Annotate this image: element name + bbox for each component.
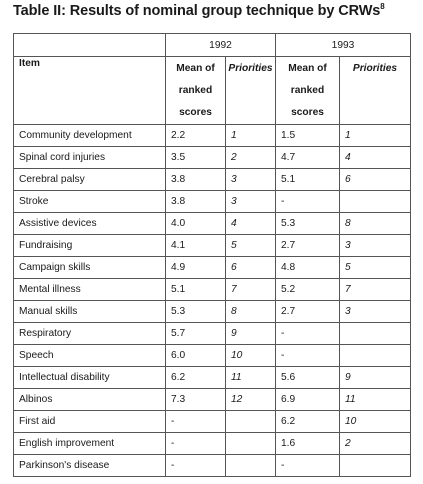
mean-1992-cell: 3.8 [166, 169, 226, 191]
priority-1992-cell [226, 455, 276, 477]
mean-1993-cell: 4.7 [276, 147, 340, 169]
table-title-text: Table II: Results of nominal group technique by CRWs [13, 3, 381, 19]
mean-1992-cell: 4.1 [166, 235, 226, 257]
priority-1992-cell [226, 411, 276, 433]
mean-1992-cell: 6.2 [166, 367, 226, 389]
mean-1992-cell: 4.9 [166, 257, 226, 279]
mean-1992-cell: 7.3 [166, 389, 226, 411]
year-1992-header: 1992 [166, 34, 276, 57]
table-row [14, 257, 411, 279]
mean-header-line: scores [179, 107, 212, 118]
mean-1993-cell: 4.8 [276, 257, 340, 279]
table-row [14, 367, 411, 389]
table-row [14, 433, 411, 455]
priority-1993-cell: 1 [340, 125, 411, 147]
mean-1993-cell: 6.2 [276, 411, 340, 433]
year-header-empty-cell [14, 34, 166, 57]
mean-1993-cell: - [276, 455, 340, 477]
priority-1993-cell: 3 [340, 235, 411, 257]
item-cell: First aid [14, 411, 166, 433]
mean-1993-cell: 1.6 [276, 433, 340, 455]
mean-1992-cell: 5.3 [166, 301, 226, 323]
table-row [14, 411, 411, 433]
mean-1992-cell: 4.0 [166, 213, 226, 235]
mean-1992-cell: 3.8 [166, 191, 226, 213]
mean-1992-cell: - [166, 455, 226, 477]
item-cell: Albinos [14, 389, 166, 411]
priority-1993-cell: 4 [340, 147, 411, 169]
priority-1993-cell: 5 [340, 257, 411, 279]
priority-1993-cell: 11 [340, 389, 411, 411]
item-cell: Manual skills [14, 301, 166, 323]
item-column-header: Item [14, 57, 166, 125]
item-cell: Respiratory [14, 323, 166, 345]
column-header-row [14, 57, 411, 125]
priorities-1993-header: Priorities [340, 57, 411, 125]
priority-1992-cell: 7 [226, 279, 276, 301]
priority-1993-cell [340, 455, 411, 477]
priority-1992-cell: 12 [226, 389, 276, 411]
mean-1993-cell: 5.1 [276, 169, 340, 191]
table-row [14, 455, 411, 477]
item-cell: Parkinson's disease [14, 455, 166, 477]
mean-header-line: scores [291, 107, 324, 118]
mean-header-line: Mean of [288, 63, 327, 74]
priority-1992-cell: 9 [226, 323, 276, 345]
mean-1993-header [276, 57, 340, 125]
mean-1993-cell: 2.7 [276, 301, 340, 323]
table-row [14, 235, 411, 257]
table-row [14, 345, 411, 367]
mean-1993-cell: 5.6 [276, 367, 340, 389]
mean-1992-cell: - [166, 411, 226, 433]
table-row [14, 169, 411, 191]
priority-1992-cell: 1 [226, 125, 276, 147]
mean-1993-cell: 1.5 [276, 125, 340, 147]
mean-1993-cell: 6.9 [276, 389, 340, 411]
mean-1992-cell: 5.1 [166, 279, 226, 301]
priority-1993-cell [340, 323, 411, 345]
priority-1993-cell: 10 [340, 411, 411, 433]
mean-1992-cell: 3.5 [166, 147, 226, 169]
table-row [14, 323, 411, 345]
priority-1992-cell: 11 [226, 367, 276, 389]
item-cell: Assistive devices [14, 213, 166, 235]
priority-1993-cell [340, 345, 411, 367]
table-row [14, 191, 411, 213]
priority-1992-cell: 6 [226, 257, 276, 279]
priority-1992-cell: 3 [226, 169, 276, 191]
priority-1993-cell: 8 [340, 213, 411, 235]
priority-1992-cell: 4 [226, 213, 276, 235]
priority-1993-cell: 6 [340, 169, 411, 191]
item-cell: English improvement [14, 433, 166, 455]
mean-1993-cell: - [276, 323, 340, 345]
mean-1992-cell: 5.7 [166, 323, 226, 345]
item-cell: Spinal cord injuries [14, 147, 166, 169]
mean-1993-cell: 5.3 [276, 213, 340, 235]
priority-1992-cell: 3 [226, 191, 276, 213]
priority-1993-cell [340, 191, 411, 213]
priority-1993-cell: 3 [340, 301, 411, 323]
year-1993-header: 1993 [276, 34, 411, 57]
table-row [14, 279, 411, 301]
mean-1992-cell: 2.2 [166, 125, 226, 147]
mean-1993-cell: - [276, 345, 340, 367]
priorities-1992-header: Priorities [226, 57, 276, 125]
table-row [14, 147, 411, 169]
item-cell: Stroke [14, 191, 166, 213]
table-title [13, 3, 385, 19]
table-row [14, 389, 411, 411]
table-row [14, 125, 411, 147]
priority-1992-cell: 2 [226, 147, 276, 169]
year-header-row [14, 34, 411, 57]
mean-1992-header [166, 57, 226, 125]
item-cell: Campaign skills [14, 257, 166, 279]
mean-1993-cell: 5.2 [276, 279, 340, 301]
mean-1993-cell: - [276, 191, 340, 213]
item-cell: Mental illness [14, 279, 166, 301]
item-cell: Cerebral palsy [14, 169, 166, 191]
priority-1993-cell: 2 [340, 433, 411, 455]
mean-1992-cell: - [166, 433, 226, 455]
mean-1993-cell: 2.7 [276, 235, 340, 257]
table-row [14, 213, 411, 235]
results-table [13, 33, 411, 477]
mean-1992-cell: 6.0 [166, 345, 226, 367]
title-superscript: 8 [380, 2, 385, 12]
mean-header-line: Mean of [176, 63, 215, 74]
priority-1992-cell [226, 433, 276, 455]
item-cell: Intellectual disability [14, 367, 166, 389]
table-row [14, 301, 411, 323]
item-cell: Community development [14, 125, 166, 147]
priority-1993-cell: 9 [340, 367, 411, 389]
priority-1992-cell: 10 [226, 345, 276, 367]
item-cell: Fundraising [14, 235, 166, 257]
mean-header-line: ranked [178, 85, 213, 96]
priority-1992-cell: 8 [226, 301, 276, 323]
mean-header-line: ranked [290, 85, 325, 96]
priority-1993-cell: 7 [340, 279, 411, 301]
item-cell: Speech [14, 345, 166, 367]
priority-1992-cell: 5 [226, 235, 276, 257]
